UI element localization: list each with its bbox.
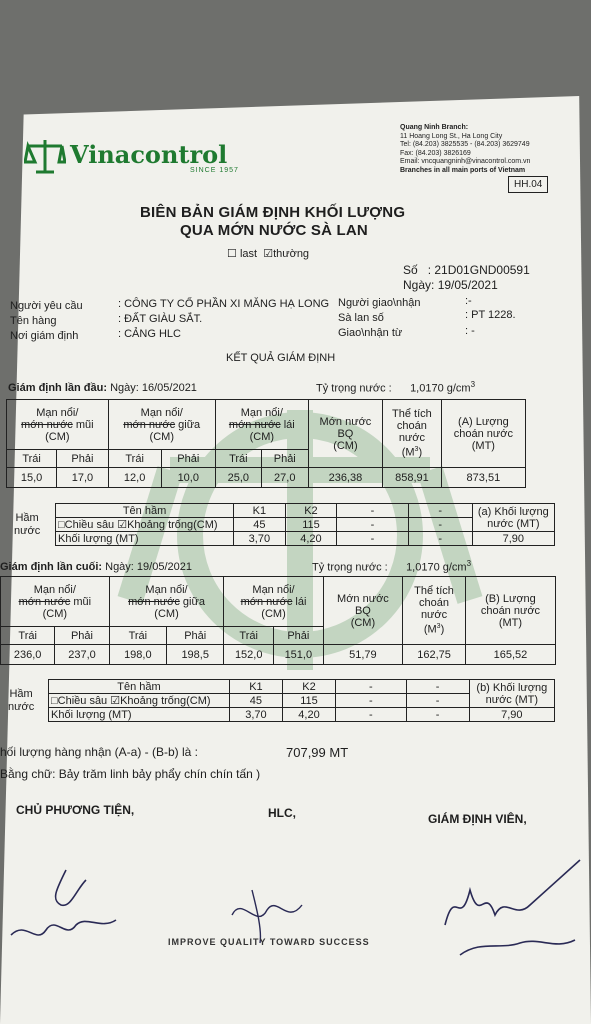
table-cell: 15,0 (7, 468, 57, 488)
strike-text: mớn nước (123, 418, 176, 431)
table-cell: - (408, 518, 472, 532)
header-text: mũi (70, 595, 92, 608)
header-text: (CM) (333, 439, 358, 452)
header-stern (224, 577, 323, 627)
header-bq (308, 400, 382, 468)
header-text: Mớn nước (337, 592, 389, 605)
table-cell: 165,52 (465, 645, 555, 665)
branch-line: Quang Ninh Branch: (400, 124, 469, 131)
final-hold-table (48, 679, 555, 722)
header-text: giữa (179, 595, 205, 608)
header-text: (CM) (42, 607, 68, 620)
first-density (316, 380, 475, 395)
col-right: Phải (161, 450, 215, 468)
table-cell: 17,0 (57, 468, 108, 488)
from-label: Giao\nhận từ (338, 327, 403, 339)
result-a-label (472, 504, 554, 532)
place-value: : CẢNG HLC (118, 328, 181, 340)
header-bq (323, 577, 403, 645)
from-value: : - (465, 325, 475, 337)
strike-text: mớn nước (228, 418, 281, 431)
requester-label: Người yêu cầu (10, 300, 83, 312)
header-text (405, 621, 463, 636)
table-row (49, 680, 555, 694)
table-cell: - (337, 518, 408, 532)
final-label: Giám định lần cuối: (0, 561, 103, 573)
header-text: (A) Lượng (458, 415, 509, 428)
header-text: nước (MT) (487, 517, 540, 530)
table-row (1, 645, 556, 665)
doc-date-value: 19/05/2021 (437, 278, 498, 292)
inspector-signature-icon (440, 855, 585, 965)
header-text: (M (423, 623, 437, 636)
header-text: mũi (72, 418, 94, 431)
owner-signature-icon (6, 860, 126, 950)
header-text: (CM) (249, 430, 275, 443)
header-volume (383, 400, 442, 468)
header-text: (CM) (261, 607, 286, 620)
header-text: Mạn nổi/ (33, 583, 76, 596)
header-text: Mớn nước (319, 415, 372, 428)
table-cell: 45 (229, 694, 282, 708)
depth-label: □Chiều sâu ☑Khoảng trống(CM) (56, 518, 234, 532)
table-cell: - (336, 680, 407, 694)
table-cell: 115 (285, 518, 337, 532)
header-bow (7, 400, 109, 450)
table-cell: 45 (234, 518, 286, 532)
branch-line: Email: vncquangninh@vinacontrol.com.vn (400, 158, 531, 165)
header-stern (215, 400, 308, 450)
table-row (49, 708, 555, 722)
header-text: lái (292, 595, 307, 608)
branch-line: Tel: (84.203) 3825535 - (84.203) 3629749 (400, 141, 530, 148)
header-mid (108, 400, 215, 450)
table-row (56, 504, 555, 518)
hlc-signature-label: HLC, (268, 806, 296, 820)
k1-header: K1 (229, 680, 282, 694)
header-text: choán (419, 597, 450, 610)
k2-header: K2 (285, 504, 337, 518)
barge-value: : PT 1228. (465, 309, 516, 321)
table-cell: 151,0 (274, 645, 324, 665)
deliverer-label: Người giao\nhận (338, 297, 421, 309)
header-text (385, 444, 439, 459)
goods-value: : ĐẤT GIÀU SẮT. (118, 313, 203, 325)
table-row (56, 532, 555, 546)
table-cell: 4,20 (282, 708, 335, 722)
header-result-a (441, 400, 525, 468)
doc-date-label: Ngày: (403, 278, 435, 292)
col-left: Trái (1, 627, 55, 645)
first-draft-table (6, 399, 526, 488)
table-cell: - (337, 504, 408, 518)
first-density-sup: 3 (470, 380, 476, 389)
header-text: nước (398, 432, 426, 445)
table-cell: 25,0 (215, 468, 261, 488)
depth-label: □Chiều sâu ☑Khoảng trống(CM) (49, 694, 230, 708)
header-text: (CM) (350, 616, 376, 629)
owner-signature-label: CHỦ PHƯƠNG TIỆN, (16, 803, 135, 817)
hold-label-line: Hầm (9, 688, 33, 700)
col-left: Trái (215, 450, 261, 468)
total-value: 707,99 MT (286, 745, 349, 760)
doc-number-value: : 21D01GND00591 (427, 263, 530, 277)
hold-label-line: nước (8, 701, 35, 713)
final-density-value: 1,0170 g/cm (406, 561, 467, 574)
final-hold-label (8, 688, 34, 714)
logo-wordmark: Vinacontrol (70, 140, 228, 169)
header-result-b (465, 577, 555, 645)
table-cell: - (337, 532, 408, 546)
table-cell: 873,51 (441, 468, 525, 488)
header-text: BQ (337, 427, 354, 440)
header-text: giữa (175, 418, 201, 431)
header-text (9, 419, 106, 431)
header-text: Thể tích (414, 585, 454, 598)
deliverer-value: :- (465, 295, 472, 307)
col-right: Phải (57, 450, 108, 468)
table-cell: - (406, 708, 469, 722)
doc-title-line1: BIÊN BẢN GIÁM ĐỊNH KHỐI LƯỢNG (140, 204, 406, 221)
col-left: Trái (7, 450, 57, 468)
hold-label-line: Hầm (15, 512, 39, 524)
slogan: IMPROVE QUALITY TOWARD SUCCESS (168, 937, 370, 947)
col-left: Trái (224, 627, 274, 645)
header-text: (M (401, 446, 415, 459)
final-density-label: Tỷ trọng nước : (312, 561, 388, 574)
hlc-signature-icon (222, 885, 312, 945)
k2-header: K2 (282, 680, 335, 694)
header-bow (1, 577, 110, 627)
option-last (227, 247, 309, 260)
header-text (3, 596, 107, 608)
table-cell: - (408, 532, 472, 546)
first-label: Giám định lần đầu: (8, 382, 108, 394)
table-cell: 3,70 (234, 532, 286, 546)
header-text: choán nước (480, 604, 541, 617)
total-label: hối lượng hàng nhận (A-a) - (B-b) là : (0, 745, 198, 759)
branch-line: Branches in all main ports of Vietnam (400, 166, 526, 174)
header-text: (b) Khối lượng (476, 681, 548, 694)
header-text: (MT) (498, 616, 523, 629)
header-text: (CM) (45, 430, 70, 443)
strike-text: mớn nước (240, 595, 293, 608)
checkbox-checked-icon: ☑ (263, 248, 274, 260)
header-text: Mạn nổi/ (36, 406, 79, 419)
strike-text: mớn nước (21, 418, 73, 431)
col-left: Trái (109, 627, 166, 645)
k1-header: K1 (234, 504, 286, 518)
header-text: lái (280, 418, 295, 431)
branch-line: 11 Hoang Long St., Ha Long City (400, 132, 503, 140)
form-code: HH.04 (508, 176, 548, 193)
table-cell: 12,0 (108, 468, 161, 488)
table-cell: 27,0 (261, 468, 308, 488)
vinacontrol-logo-icon (24, 138, 66, 174)
final-density (312, 559, 471, 574)
table-cell: 858,91 (383, 468, 442, 488)
table-cell: 10,0 (161, 468, 215, 488)
weight-label: Khối lượng (MT) (49, 708, 230, 722)
final-draft-table (0, 576, 556, 665)
header-text: Mạn nổi/ (140, 406, 183, 419)
table-cell: 51,79 (323, 645, 403, 665)
first-hold-table (55, 503, 555, 546)
doc-date (403, 278, 498, 292)
final-date: Ngày: 19/05/2021 (105, 561, 192, 573)
header-text: nước (420, 609, 448, 622)
header-text: ) (440, 623, 445, 636)
col-right: Phải (167, 627, 224, 645)
first-date: Ngày: 16/05/2021 (110, 382, 197, 394)
goods-label: Tên hàng (10, 315, 57, 327)
result-b-label (469, 680, 554, 708)
table-cell: 237,0 (55, 645, 109, 665)
table-cell: 198,0 (109, 645, 166, 665)
table-cell: - (336, 694, 407, 708)
table-cell: - (408, 504, 472, 518)
table-cell: 152,0 (224, 645, 274, 665)
branch-info (400, 124, 530, 175)
table-cell: 236,38 (308, 468, 382, 488)
header-text (218, 419, 306, 431)
header-text (111, 419, 213, 431)
final-inspection-label (0, 561, 192, 573)
header-text: choán (396, 420, 427, 433)
doc-number-label: Số (403, 263, 418, 277)
header-text: ) (418, 446, 423, 459)
table-cell: - (406, 694, 469, 708)
header-text: (B) Lượng (485, 592, 536, 605)
strike-text: mớn nước (128, 595, 180, 608)
branch-line: Fax: (84.203) 3826169 (400, 149, 471, 157)
first-hold-label (14, 512, 40, 538)
table-cell: 3,70 (229, 708, 282, 722)
table-row (7, 468, 526, 488)
col-right: Phải (261, 450, 308, 468)
doc-number (403, 263, 530, 277)
header-text: Mạn nổi/ (145, 583, 188, 596)
header-text: (a) Khối lượng (477, 505, 549, 518)
first-inspection-label (8, 382, 197, 394)
final-density-sup: 3 (466, 559, 472, 568)
table-cell: 236,0 (1, 645, 55, 665)
weight-label: Khối lượng (MT) (56, 532, 234, 546)
table-cell: - (406, 680, 469, 694)
result-title: KẾT QUẢ GIÁM ĐỊNH (226, 352, 336, 364)
header-text: Mạn nổi/ (240, 406, 283, 419)
table-header-row (7, 400, 526, 450)
header-text: 3 (414, 446, 419, 454)
table-header-row (1, 577, 556, 627)
col-left: Trái (108, 450, 161, 468)
header-text: nước (MT) (485, 693, 539, 706)
table-cell: 198,5 (167, 645, 224, 665)
option-last-label: last (239, 248, 258, 260)
result-b-value: 7,90 (469, 708, 554, 722)
header-text: BQ (354, 604, 371, 617)
header-text: (MT) (471, 439, 495, 452)
amount-in-words: Bằng chữ: Bảy trăm linh bảy phẩy chín chín tấn ) (0, 767, 261, 781)
table-cell: - (336, 708, 407, 722)
header-text (112, 596, 222, 608)
header-text: choán nước (453, 427, 513, 440)
header-text: (CM) (154, 607, 179, 620)
doc-title-line2: QUA MỚN NƯỚC SÀ LAN (180, 222, 368, 239)
checkbox-empty-icon: ☐ (227, 248, 237, 260)
col-right: Phải (55, 627, 109, 645)
inspector-signature-label: GIÁM ĐỊNH VIÊN, (428, 812, 527, 826)
table-cell: 115 (282, 694, 335, 708)
table-cell: 4,20 (285, 532, 337, 546)
strike-text: mớn nước (18, 595, 71, 608)
result-a-value: 7,90 (472, 532, 554, 546)
col-right: Phải (274, 627, 324, 645)
option-normal-label: thường (273, 248, 310, 260)
header-volume (403, 577, 466, 645)
header-text: Thể tích (392, 408, 432, 421)
header-text: (CM) (149, 430, 174, 443)
logo-since: SINCE 1957 (190, 167, 239, 174)
hold-name-header: Tên hầm (49, 680, 230, 694)
requester-value: : CÔNG TY CỔ PHẦN XI MĂNG HẠ LONG (118, 298, 330, 310)
table-cell: 162,75 (403, 645, 466, 665)
header-text: Mạn nổi/ (252, 583, 295, 596)
place-label: Nơi giám định (10, 330, 79, 342)
first-density-label: Tỷ trọng nước : (316, 382, 392, 395)
first-density-value: 1,0170 g/cm (410, 382, 471, 395)
header-text: 3 (436, 623, 441, 631)
barge-label: Sà lan số (338, 312, 384, 324)
header-text (226, 596, 320, 608)
hold-name-header: Tên hầm (56, 504, 234, 518)
header-mid (109, 577, 224, 627)
hold-label-line: nước (14, 525, 41, 537)
